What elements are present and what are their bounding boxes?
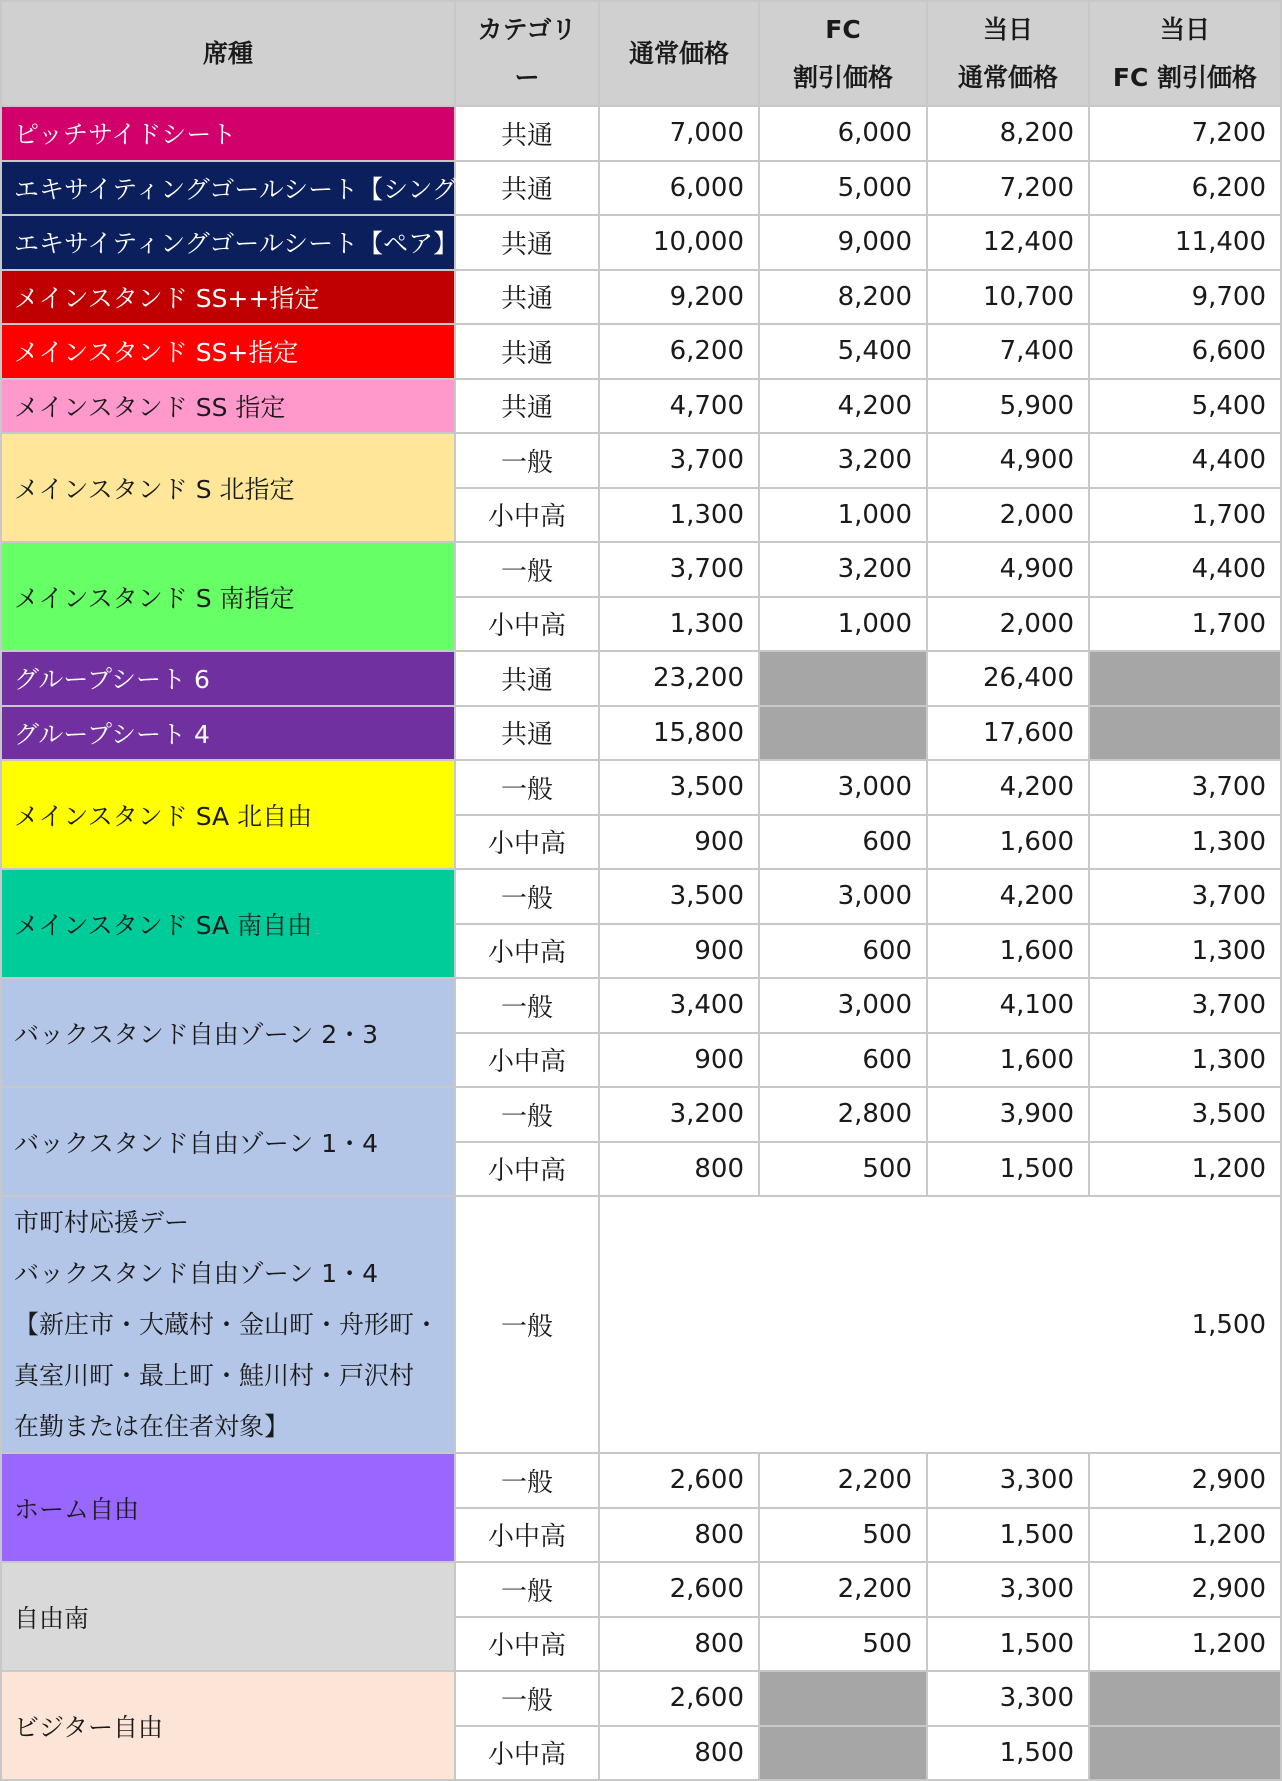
price-cell: 4,900 (927, 542, 1089, 597)
price-cell: 3,700 (599, 542, 759, 597)
price-cell: 9,000 (759, 215, 927, 270)
price-cell: 3,400 (599, 978, 759, 1033)
seat-name: メインスタンド S 南指定 (14, 583, 295, 613)
table-row (1, 215, 1281, 270)
category-cell: 共通 (455, 706, 599, 761)
price-cell: 4,900 (927, 433, 1089, 488)
seat-name-line: バックスタンド自由ゾーン 1・4 (14, 1259, 379, 1288)
price-cell: 1,200 (1089, 1142, 1281, 1197)
price-cell: 6,000 (759, 106, 927, 161)
seat-name-cell (1, 542, 455, 651)
price-cell: 2,900 (1089, 1562, 1281, 1617)
price-cell: 5,900 (927, 379, 1089, 434)
price-cell: 500 (759, 1617, 927, 1672)
price-cell: 1,200 (1089, 1617, 1281, 1672)
category-cell: 共通 (455, 215, 599, 270)
price-cell: 3,700 (1089, 869, 1281, 924)
price-cell: 4,400 (1089, 542, 1281, 597)
table-row (1, 270, 1281, 325)
price-cell-unavailable (759, 1726, 927, 1781)
price-cell-unavailable (759, 651, 927, 706)
seat-name: メインスタンド SA 南自由 (14, 910, 313, 940)
price-cell: 7,200 (1089, 106, 1281, 161)
seat-name: ビジター自由 (14, 1712, 164, 1742)
price-cell: 2,000 (927, 488, 1089, 543)
price-cell: 6,600 (1089, 324, 1281, 379)
price-cell: 4,200 (927, 869, 1089, 924)
category-cell: 小中高 (455, 815, 599, 870)
price-cell: 2,000 (927, 597, 1089, 652)
seat-name: グループシート 6 (14, 665, 210, 695)
table-row (1, 978, 1281, 1033)
price-cell-unavailable (1089, 651, 1281, 706)
header-seat-type: 席種 (1, 1, 455, 106)
seat-name-cell (1, 324, 455, 379)
price-cell: 3,000 (759, 760, 927, 815)
price-cell: 5,400 (1089, 379, 1281, 434)
seat-name: ホーム自由 (14, 1494, 140, 1524)
price-cell: 2,200 (759, 1453, 927, 1508)
table-row (1, 324, 1281, 379)
price-cell: 1,300 (599, 488, 759, 543)
price-cell: 6,200 (1089, 161, 1281, 216)
price-cell: 5,000 (759, 161, 927, 216)
table-row (1, 1196, 1281, 1453)
price-cell: 6,000 (599, 161, 759, 216)
price-cell: 3,300 (927, 1562, 1089, 1617)
price-cell-unavailable (1089, 1726, 1281, 1781)
price-cell: 1,300 (1089, 1033, 1281, 1088)
table-row (1, 542, 1281, 597)
category-cell: 共通 (455, 651, 599, 706)
seat-name: メインスタンド SS 指定 (14, 392, 286, 422)
table-row (1, 433, 1281, 488)
price-cell: 3,200 (759, 542, 927, 597)
price-cell: 2,600 (599, 1453, 759, 1508)
price-cell: 1,300 (599, 597, 759, 652)
price-cell: 800 (599, 1508, 759, 1563)
price-cell: 5,400 (759, 324, 927, 379)
table-row (1, 760, 1281, 815)
price-cell: 500 (759, 1508, 927, 1563)
price-cell: 1,500 (927, 1508, 1089, 1563)
header-dayof-fc-discount-price: 当日 FC 割引価格 (1089, 1, 1281, 106)
price-cell: 3,500 (599, 869, 759, 924)
seat-name: エキサイティングゴールシート【ペア】 (14, 229, 459, 259)
price-cell: 2,900 (1089, 1453, 1281, 1508)
price-cell-unavailable (759, 706, 927, 761)
category-cell: 共通 (455, 270, 599, 325)
category-cell: 一般 (455, 760, 599, 815)
category-cell: 一般 (455, 1087, 599, 1142)
price-cell: 1,700 (1089, 488, 1281, 543)
table-row (1, 106, 1281, 161)
price-cell: 600 (759, 924, 927, 979)
category-cell: 共通 (455, 379, 599, 434)
seat-name: メインスタンド SS++指定 (14, 283, 320, 313)
price-cell: 3,500 (599, 760, 759, 815)
price-cell: 1,500 (927, 1726, 1089, 1781)
category-cell: 一般 (455, 1671, 599, 1726)
price-cell: 900 (599, 815, 759, 870)
price-cell: 900 (599, 924, 759, 979)
seat-name-cell (1, 978, 455, 1087)
price-cell: 3,700 (1089, 978, 1281, 1033)
category-cell: 一般 (455, 433, 599, 488)
price-cell: 2,800 (759, 1087, 927, 1142)
seat-name: メインスタンド SA 北自由 (14, 801, 313, 831)
category-cell: 一般 (455, 869, 599, 924)
seat-name-cell (1, 1087, 455, 1196)
seat-name: エキサイティングゴールシート【シングル】 (14, 174, 507, 204)
price-cell: 1,500 (599, 1196, 1281, 1453)
price-cell: 3,000 (759, 869, 927, 924)
price-cell: 4,200 (927, 760, 1089, 815)
price-cell: 4,100 (927, 978, 1089, 1033)
price-cell: 9,200 (599, 270, 759, 325)
price-cell: 3,300 (927, 1453, 1089, 1508)
price-cell: 500 (759, 1142, 927, 1197)
seat-name-cell (1, 379, 455, 434)
header-dayof-regular-price: 当日 通常価格 (927, 1, 1089, 106)
price-cell: 3,300 (927, 1671, 1089, 1726)
seat-name: 自由南 (14, 1603, 90, 1633)
seat-name: ピッチサイドシート (14, 120, 237, 150)
price-cell: 3,000 (759, 978, 927, 1033)
table-row (1, 651, 1281, 706)
price-cell: 23,200 (599, 651, 759, 706)
price-cell: 1,000 (759, 597, 927, 652)
seat-name-cell (1, 1671, 455, 1780)
category-cell: 小中高 (455, 488, 599, 543)
seat-name-cell (1, 760, 455, 869)
table-row (1, 869, 1281, 924)
category-cell: 小中高 (455, 1508, 599, 1563)
seat-name: バックスタンド自由ゾーン 1・4 (14, 1128, 379, 1158)
price-cell: 12,400 (927, 215, 1089, 270)
price-cell: 3,200 (599, 1087, 759, 1142)
seat-name-cell (1, 215, 459, 270)
seat-name: グループシート 4 (14, 719, 210, 749)
table-row (1, 1087, 1281, 1142)
seat-name-cell (1, 1196, 455, 1453)
seat-name-cell (1, 1453, 455, 1562)
seat-name: メインスタンド SS+指定 (14, 338, 299, 368)
price-cell: 6,200 (599, 324, 759, 379)
price-cell: 3,500 (1089, 1087, 1281, 1142)
category-cell: 小中高 (455, 1033, 599, 1088)
price-cell: 2,600 (599, 1562, 759, 1617)
price-cell: 3,200 (759, 433, 927, 488)
seat-name-line: 市町村応援デー (14, 1208, 190, 1237)
table-row (1, 161, 1281, 216)
seat-name-cell (1, 706, 455, 761)
seat-name-cell (1, 270, 455, 325)
header-fc-discount-price: FC 割引価格 (759, 1, 927, 106)
price-cell-unavailable (1089, 706, 1281, 761)
price-cell: 600 (759, 1033, 927, 1088)
price-cell: 600 (759, 815, 927, 870)
seat-name-line: 真室川町・最上町・鮭川村・戸沢村 (14, 1361, 415, 1390)
price-cell: 800 (599, 1617, 759, 1672)
price-cell: 2,600 (599, 1671, 759, 1726)
header-row (1, 1, 1281, 106)
price-table-body (1, 106, 1281, 1780)
category-cell: 一般 (455, 1453, 599, 1508)
price-cell: 8,200 (927, 106, 1089, 161)
category-cell: 一般 (455, 1196, 599, 1453)
header-regular-price: 通常価格 (599, 1, 759, 106)
price-cell: 11,400 (1089, 215, 1281, 270)
table-row (1, 379, 1281, 434)
price-cell: 1,500 (927, 1142, 1089, 1197)
price-cell: 900 (599, 1033, 759, 1088)
price-cell: 1,700 (1089, 597, 1281, 652)
price-cell: 1,600 (927, 924, 1089, 979)
price-cell: 4,700 (599, 379, 759, 434)
category-cell: 一般 (455, 542, 599, 597)
price-cell: 7,200 (927, 161, 1089, 216)
category-cell: 共通 (455, 106, 599, 161)
price-cell-unavailable (759, 1671, 927, 1726)
price-cell: 1,200 (1089, 1508, 1281, 1563)
price-cell: 1,600 (927, 815, 1089, 870)
price-cell: 800 (599, 1726, 759, 1781)
seat-name-cell (1, 161, 507, 216)
price-cell: 15,800 (599, 706, 759, 761)
price-cell: 7,000 (599, 106, 759, 161)
price-cell: 1,300 (1089, 815, 1281, 870)
price-cell: 8,200 (759, 270, 927, 325)
table-row (1, 706, 1281, 761)
price-cell: 10,000 (599, 215, 759, 270)
price-cell: 4,400 (1089, 433, 1281, 488)
price-cell: 26,400 (927, 651, 1089, 706)
seat-name-cell (1, 433, 455, 542)
table-row (1, 1453, 1281, 1508)
price-cell: 1,000 (759, 488, 927, 543)
price-cell: 1,300 (1089, 924, 1281, 979)
price-cell: 1,600 (927, 1033, 1089, 1088)
price-cell: 4,200 (759, 379, 927, 434)
category-cell: 一般 (455, 1562, 599, 1617)
seat-name-cell (1, 1562, 455, 1671)
category-cell: 小中高 (455, 1617, 599, 1672)
category-cell: 小中高 (455, 924, 599, 979)
seat-name-cell (1, 651, 455, 706)
table-row (1, 1671, 1281, 1726)
price-cell: 1,500 (927, 1617, 1089, 1672)
category-cell: 一般 (455, 978, 599, 1033)
price-cell-unavailable (1089, 1671, 1281, 1726)
price-cell: 3,900 (927, 1087, 1089, 1142)
price-cell: 3,700 (599, 433, 759, 488)
price-cell: 10,700 (927, 270, 1089, 325)
table-row (1, 1562, 1281, 1617)
category-cell: 小中高 (455, 1726, 599, 1781)
seat-name: バックスタンド自由ゾーン 2・3 (14, 1019, 379, 1049)
category-cell: 小中高 (455, 1142, 599, 1197)
seat-name-line: 【新庄市・大蔵村・金山町・舟形町・ (14, 1310, 440, 1339)
category-cell: 共通 (455, 324, 599, 379)
price-cell: 17,600 (927, 706, 1089, 761)
price-cell: 7,400 (927, 324, 1089, 379)
header-category: カテゴリー (455, 1, 599, 106)
price-cell: 2,200 (759, 1562, 927, 1617)
category-cell: 小中高 (455, 597, 599, 652)
price-cell: 3,700 (1089, 760, 1281, 815)
seat-name-cell (1, 869, 455, 978)
seat-name-line: 在勤または在住者対象】 (14, 1412, 290, 1441)
seat-name: メインスタンド S 北指定 (14, 474, 295, 504)
price-cell: 800 (599, 1142, 759, 1197)
seat-name-cell (1, 106, 455, 161)
category-cell: 共通 (455, 161, 599, 216)
price-cell: 9,700 (1089, 270, 1281, 325)
